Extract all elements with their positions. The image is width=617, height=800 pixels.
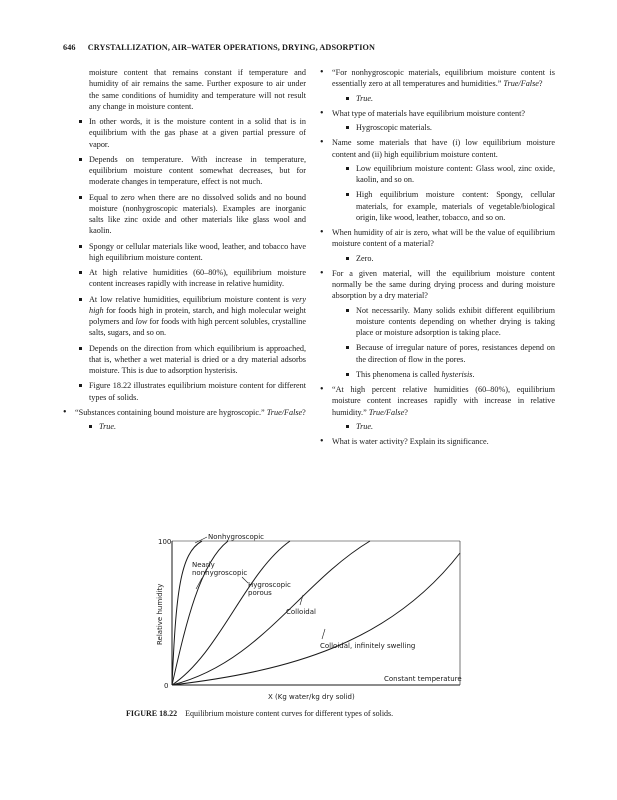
list-item: At high relative humidities (60–80%), equilibrium moisture content increases rapidly with increase in relative humidity.: [63, 267, 306, 290]
y-tick-0: 0: [164, 682, 169, 690]
label-nearly-2: nonhygroscopic: [192, 569, 248, 577]
answer-item: Hygroscopic materials.: [332, 122, 555, 133]
right-column: [320, 67, 555, 451]
label-colloidal: Colloidal: [286, 608, 316, 616]
label-nearly-1: Nearly: [192, 561, 215, 569]
label-colloidal-swelling: Colloidal, infinitely swelling: [320, 642, 416, 650]
answer-item: Because of irregular nature of pores, resistances depend on the direction of flow in the pores.: [332, 342, 555, 365]
list-item: At low relative humidities, equilibrium moisture content is very high for foods high in protein, starch, and high molecular weight polymers and low for foods with high percent solubles, crystalline salts, sugars, and so on.: [63, 294, 306, 339]
question-item: • What is water activity? Explain its significance.: [320, 436, 555, 447]
list-item: Figure 18.22 illustrates equilibrium moisture content for different types of solids.: [63, 380, 306, 403]
list-item: Spongy or cellular materials like wood, leather, and tobacco have high equilibrium moisture content.: [63, 241, 306, 264]
label-hygroscopic-1: Hygroscopic: [248, 581, 291, 589]
answer-item: High equilibrium moisture content: Spongy, cellular materials, for example, materials of vegetable/biological origin, like wood, leather, tobacco, and so on.: [332, 189, 555, 223]
answer-item: Low equilibrium moisture content: Glass wool, zinc oxide, kaolin, and so on.: [332, 163, 555, 186]
left-column: [63, 67, 306, 436]
y-axis-label: Relative humidity: [156, 583, 164, 645]
figure-number: FIGURE 18.22: [126, 709, 178, 718]
continued-paragraph: moisture content that remains constant if temperature and humidity of air remains the same. Further exposure to air under the same conditions of humidity and temperature will not result any change in moisture content.: [89, 68, 306, 111]
answer-item: True.: [332, 421, 555, 432]
list-item: Depends on temperature. With increase in temperature, equilibrium moisture content somewhat decreases, but for moderate changes in temperature, effect is not much.: [63, 154, 306, 188]
x-axis-label: X (Kg water/kg dry solid): [268, 693, 355, 701]
question-item: • When humidity of air is zero, what will be the value of equilibrium moisture content of a material? Zero.: [320, 227, 555, 264]
page-number: 646: [63, 43, 76, 52]
answer-item: True.: [75, 421, 306, 432]
question-item: • Name some materials that have (i) low equilibrium moisture content and (ii) high equilibrium moisture content. Low equilibrium moisture content: Glass wool, zinc oxide, kaolin, and so on. High equilibrium moisture content: Spongy, cellular materials, for example, materials of vegetable/biological origin, like wood, leather, tobacco, and so on.: [320, 137, 555, 223]
answer-item: True.: [332, 93, 555, 104]
pointer-colloidal: [300, 595, 303, 605]
label-hygroscopic-2: porous: [248, 589, 272, 597]
answer-item: This phenomena is called hysterisis.: [332, 369, 555, 380]
question-list: [63, 407, 306, 433]
left-bullet-list: [63, 116, 306, 403]
question-list: [320, 67, 555, 447]
question-item: • “For nonhygroscopic materials, equilibrium moisture content is essentially zero at all temperatures and humidities.” True/False? True.: [320, 67, 555, 104]
pointer-hygroscopic: [242, 577, 248, 583]
equilibrium-moisture-figure: [150, 533, 468, 703]
figure-caption-text: Equilibrium moisture content curves for different types of solids.: [185, 709, 394, 718]
question-item: • What type of materials have equilibrium moisture content? Hygroscopic materials.: [320, 108, 555, 134]
question-item: • For a given material, will the equilibrium moisture content normally be the same during drying process and during moisture absorption by a dry material? Not necessarily. Many solids exhibit different equilibrium moisture contents depending on whether drying is taking place or moisture adsorption is taking place. Because of irregular nature of pores, resistances depend on the direction of flow in the pores. This phenomena is called hysterisis.: [320, 268, 555, 380]
pointer-colloidal-swelling: [322, 629, 325, 639]
list-item: Equal to zero when there are no dissolved solids and no bound moisture (nonhygroscopic materials). Examples are inorganic salts like zinc oxide and other materials like glass wool and kaolin.: [63, 192, 306, 237]
list-item: Depends on the direction from which equilibrium is approached, that is, whether a wet material is dried or a dry material adsorbs moisture. This is due to adsorption hysterisis.: [63, 343, 306, 377]
question-item: • “At high percent relative humidities (60–80%), equilibrium moisture content increases rapidly with increase in relative humidity.” True/False? True.: [320, 384, 555, 432]
constant-temperature-label: Constant temperature: [384, 675, 462, 683]
y-tick-100: 100: [158, 538, 172, 546]
figure-caption: [126, 709, 393, 718]
list-item: In other words, it is the moisture content in a solid that is in equilibrium with the gas phase at a given partial pressure of vapor.: [63, 116, 306, 150]
answer-item: Zero.: [332, 253, 555, 264]
question-item: • “Substances containing bound moisture are hygroscopic.” True/False? True.: [63, 407, 306, 433]
label-nonhygroscopic: Nonhygroscopic: [208, 533, 264, 541]
running-title: CRYSTALLIZATION, AIR–WATER OPERATIONS, DRYING, ADSORPTION: [87, 43, 376, 52]
running-header: [63, 43, 375, 52]
answer-item: Not necessarily. Many solids exhibit different equilibrium moisture contents depending on whether drying is taking place or moisture adsorption is taking place.: [332, 305, 555, 339]
